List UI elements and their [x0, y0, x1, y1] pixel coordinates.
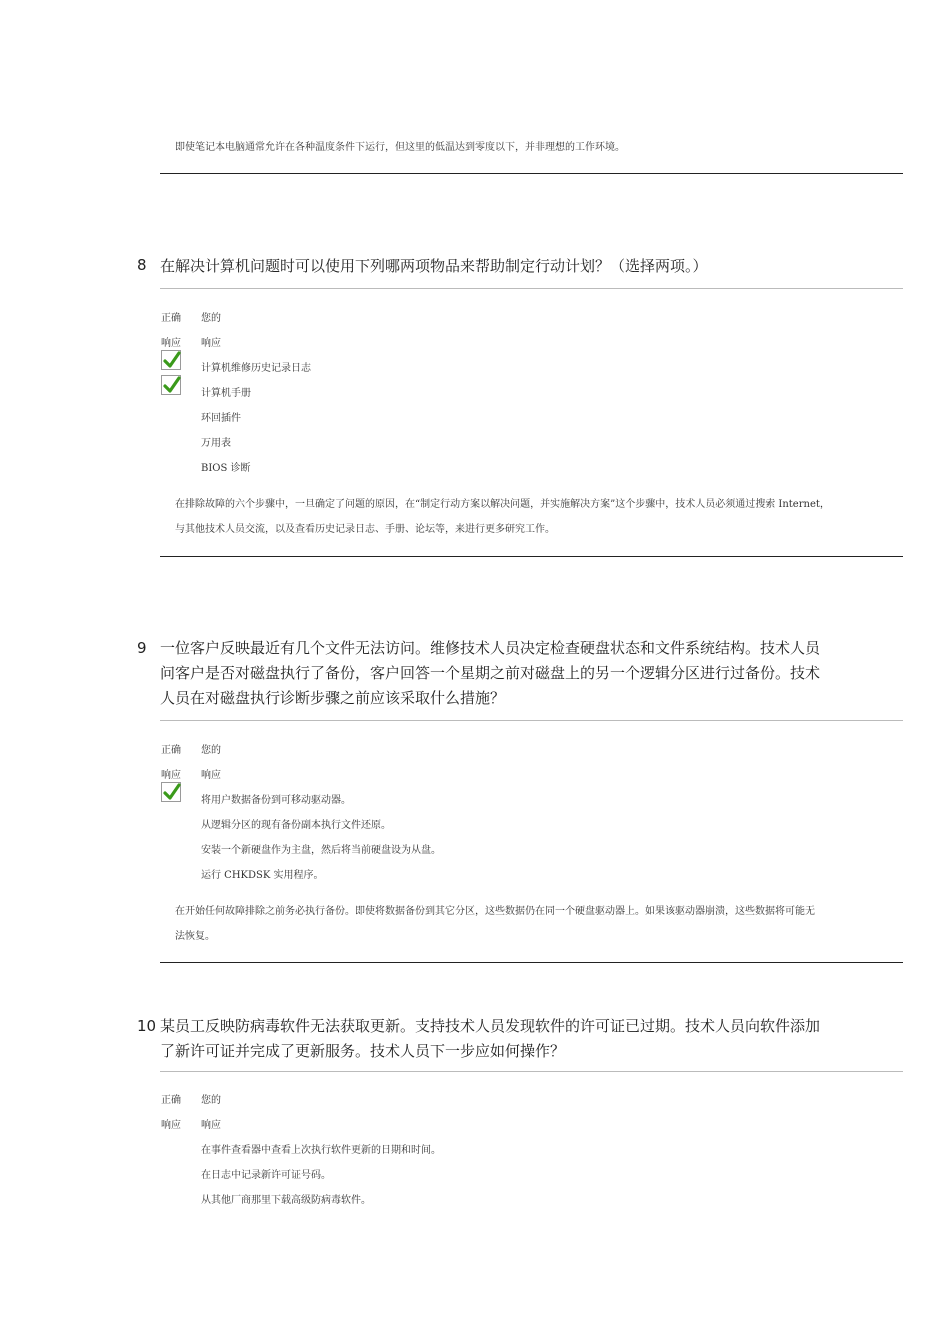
question-9-explanation-line: 在开始任何故障排除之前务必执行备份。即使将数据备份到其它分区，这些数据仍在同一个硬盘驱动器上。如果该驱动器崩溃，这些数据将可能无: [175, 906, 815, 917]
question-9-text-line: 问客户是否对磁盘执行了备份，客户回答一个星期之前对磁盘上的另一个逻辑分区进行过备份。技术: [160, 664, 821, 682]
question-9-text-line: 人员在对磁盘执行诊断步骤之前应该采取什么措施？: [160, 689, 506, 707]
correct-check-icon: [161, 375, 181, 395]
header-response: 响应: [201, 770, 221, 781]
question-9-text-line: 一位客户反映最近有几个文件无法访问。维修技术人员决定检查硬盘状态和文件系统结构。技术人员: [160, 639, 821, 657]
option-text: 将用户数据备份到可移动驱动器。: [201, 795, 351, 806]
header-response: 响应: [201, 338, 221, 349]
header-correct: 正确: [161, 1095, 181, 1106]
question-10-number: 10: [137, 1017, 157, 1035]
question-8-number: 8: [137, 256, 147, 274]
option-text: 从其他厂商那里下载高级防病毒软件。: [201, 1195, 371, 1206]
option-text: 从逻辑分区的现有备份副本执行文件还原。: [201, 820, 391, 831]
option-text: 运行 CHKDSK 实用程序。: [201, 870, 324, 881]
header-correct: 正确: [161, 313, 181, 324]
option-text: 在事件查看器中查看上次执行软件更新的日期和时间。: [201, 1145, 441, 1156]
option-text: 计算机手册: [201, 388, 251, 399]
question-8-explanation-line: 在排除故障的六个步骤中，一旦确定了问题的原因，在“制定行动方案以解决问题，并实施解决方案”这个步骤中，技术人员必须通过搜索 Internet，: [175, 499, 830, 510]
question-8-text: 在解决计算机问题时可以使用下列哪两项物品来帮助制定行动计划？（选择两项。）: [160, 257, 708, 275]
correct-check-icon: [161, 350, 181, 370]
option-text: BIOS 诊断: [201, 463, 251, 474]
header-response: 响应: [161, 338, 181, 349]
header-yours: 您的: [201, 1095, 221, 1106]
question-8-explanation-line: 与其他技术人员交流，以及查看历史记录日志、手册、论坛等，来进行更多研究工作。: [175, 524, 555, 535]
header-response: 响应: [161, 770, 181, 781]
question-8-rule: [160, 288, 903, 289]
question-10-rule: [160, 1071, 903, 1072]
option-text: 在日志中记录新许可证号码。: [201, 1170, 331, 1181]
section-divider: [160, 173, 903, 174]
section-divider: [160, 556, 903, 557]
header-response: 响应: [201, 1120, 221, 1131]
question-9-explanation-line: 法恢复。: [175, 931, 215, 942]
header-yours: 您的: [201, 313, 221, 324]
option-text: 万用表: [201, 438, 231, 449]
option-text: 环回插件: [201, 413, 241, 424]
prev-explanation: 即使笔记本电脑通常允许在各种温度条件下运行，但这里的低温达到零度以下，并非理想的工作环境。: [175, 142, 625, 153]
option-text: 计算机维修历史记录日志: [201, 363, 311, 374]
option-text: 安装一个新硬盘作为主盘，然后将当前硬盘设为从盘。: [201, 845, 441, 856]
section-divider: [160, 962, 903, 963]
question-9-number: 9: [137, 639, 147, 657]
correct-check-icon: [161, 782, 181, 802]
header-correct: 正确: [161, 745, 181, 756]
question-9-rule: [160, 720, 903, 721]
question-10-text-line: 某员工反映防病毒软件无法获取更新。支持技术人员发现软件的许可证已过期。技术人员向软件添加: [160, 1017, 821, 1035]
header-response: 响应: [161, 1120, 181, 1131]
question-10-text-line: 了新许可证并完成了更新服务。技术人员下一步应如何操作？: [160, 1042, 566, 1060]
header-yours: 您的: [201, 745, 221, 756]
